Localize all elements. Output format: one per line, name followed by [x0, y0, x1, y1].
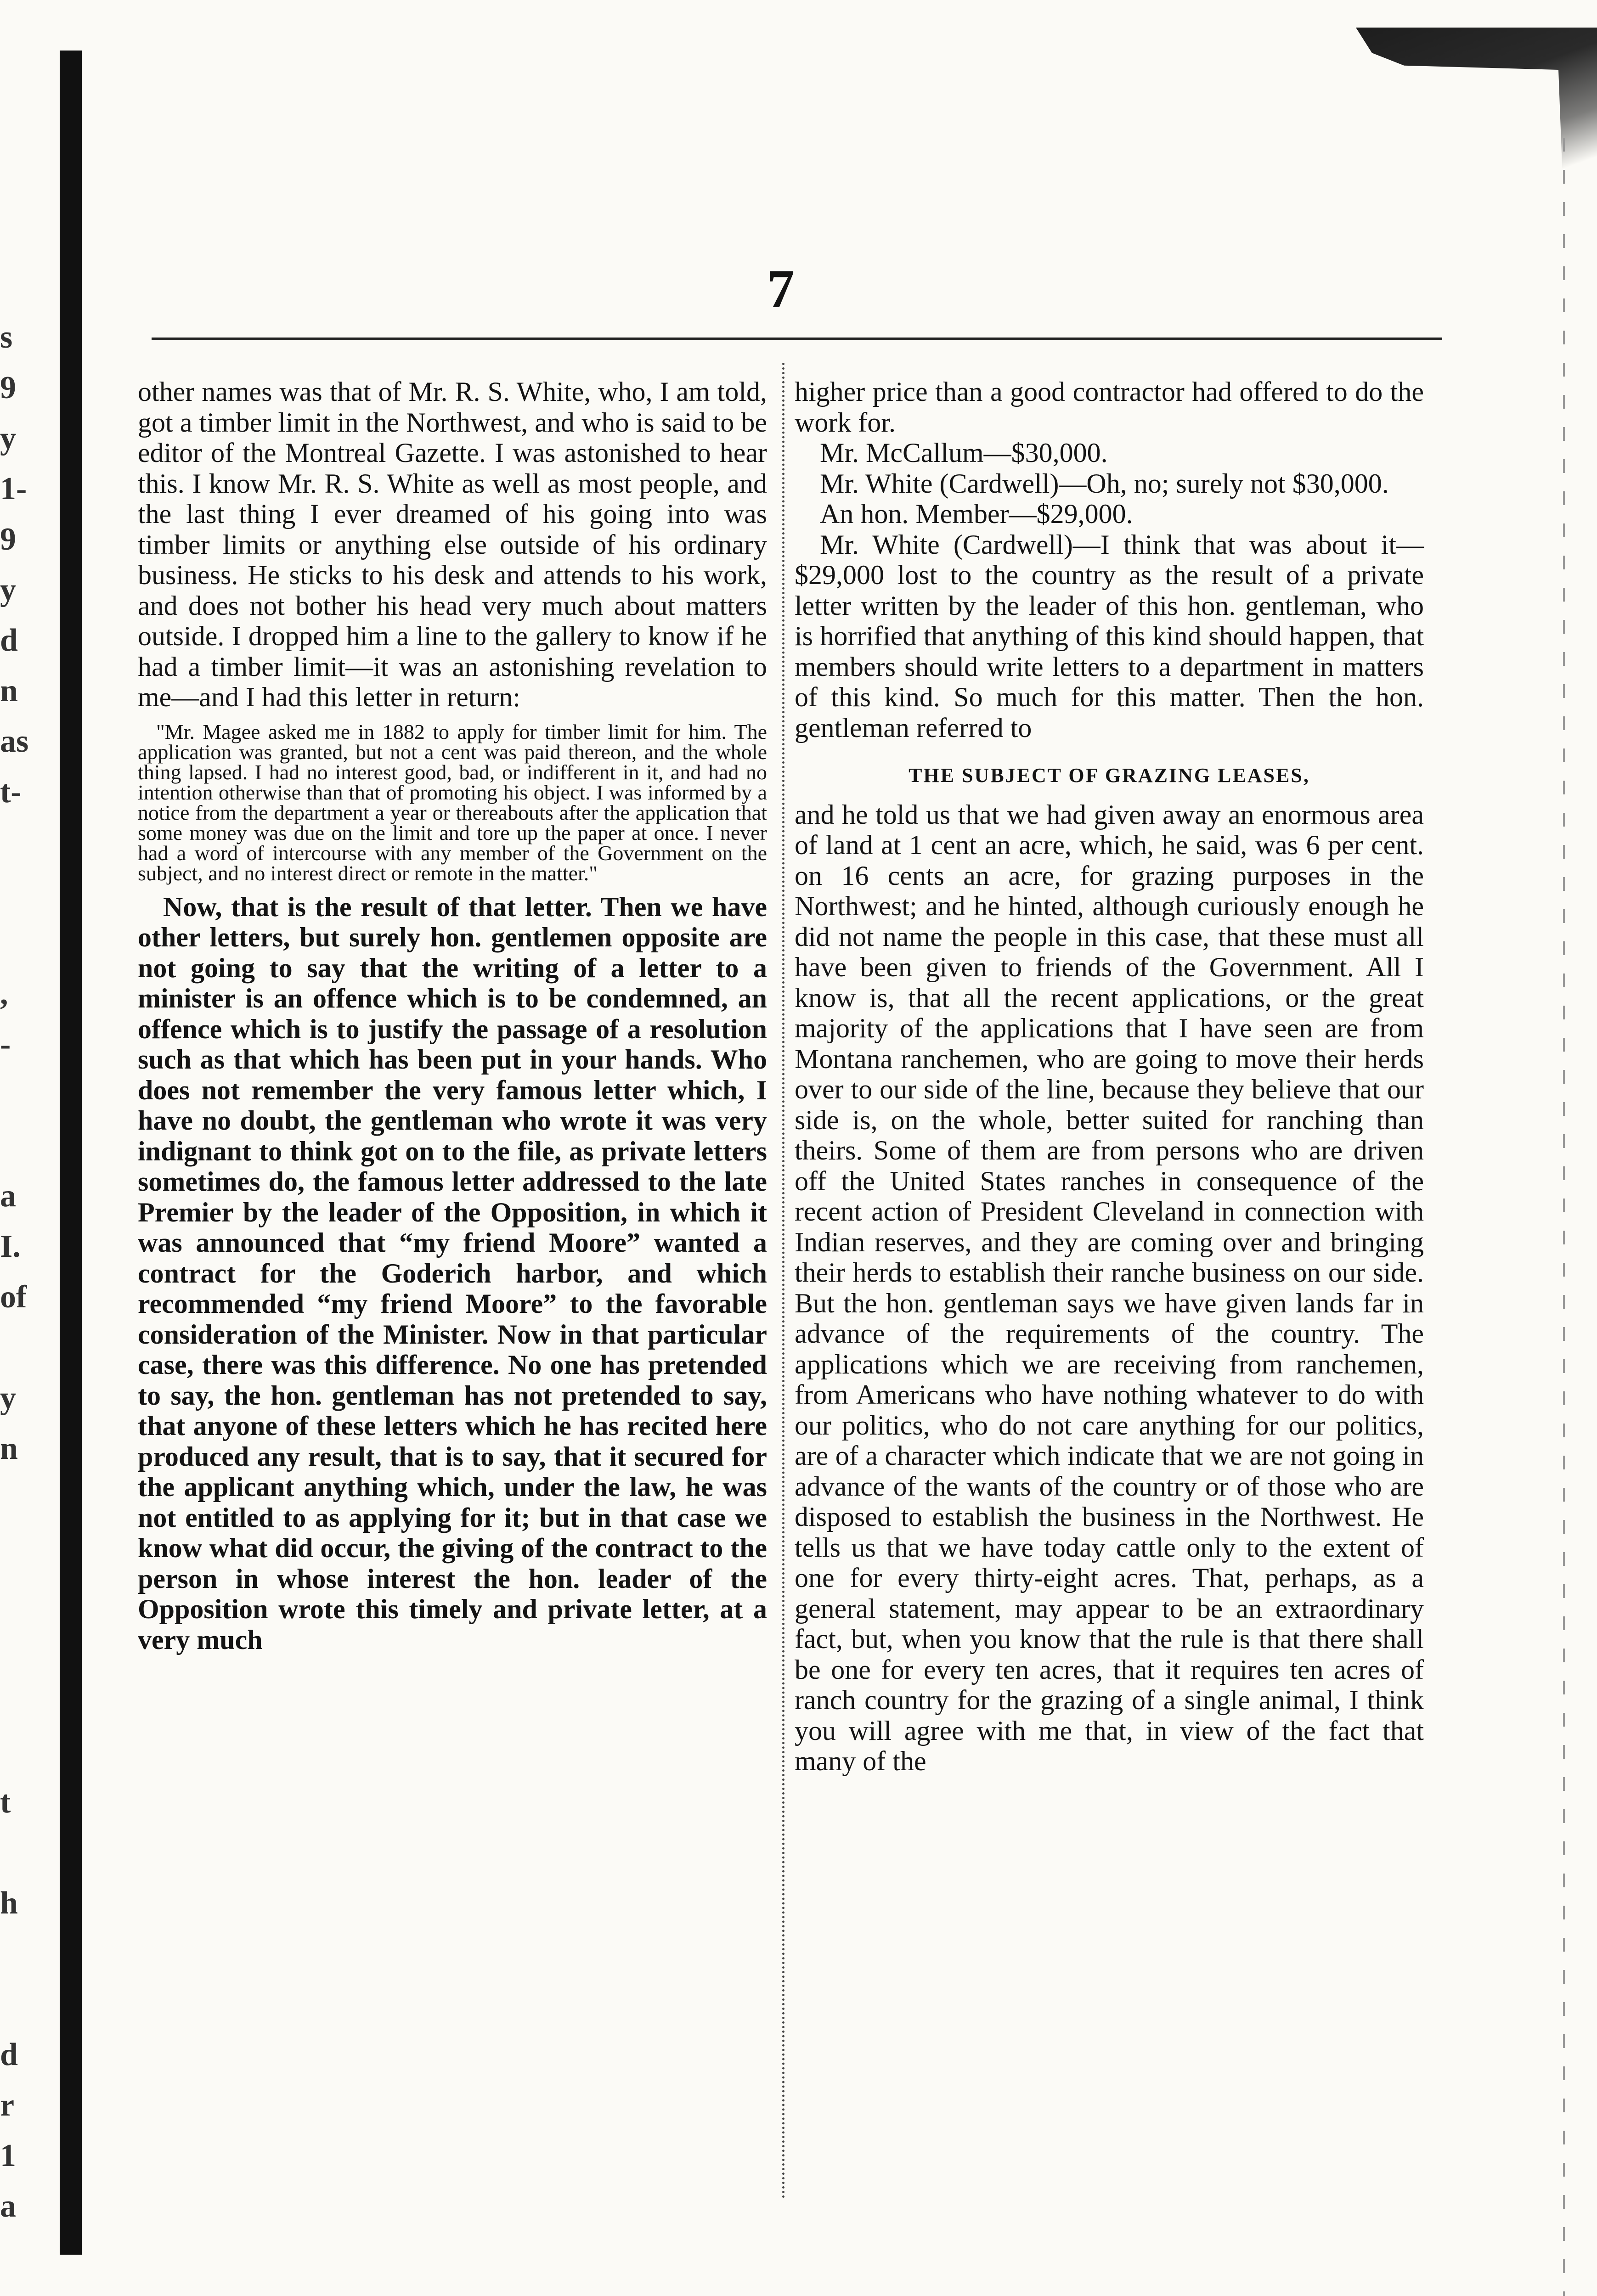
right-column: [795, 377, 1424, 1777]
page-edge: [1563, 138, 1565, 2296]
quoted-letter: "Mr. Magee asked me in 1882 to apply for timber limit for him. The application was granted, but not a cent was paid thereon, and the whole thing lapsed. I had no interest good, bad, or indifferent in it, and had no intention otherwise than that of promoting his object. I was informed by a notice from the department a year or thereabouts after the application that some money was due on the limit and tore up the paper at once. I never had a word of intercourse with any member of the Government on the subject, and no interest direct or remote in the matter.": [138, 720, 767, 885]
speaker-line: Mr. McCallum—$30,000.: [820, 438, 1108, 468]
binding-shadow: [60, 51, 82, 2255]
header-rule: [152, 338, 1442, 340]
paragraph: higher price than a good contractor had offered to do the work for.: [795, 377, 1424, 438]
scan-corner-shadow: [1275, 28, 1597, 239]
left-column: [138, 377, 767, 1655]
paragraph: and he told us that we had given away an enormous area of land at 1 cent an acre, which, he said, was 6 per cent. on 16 cents an acre, for grazing purposes in the Northwest; and he hinted, although curiously enough he did not name the people in this case, that these must all have been given to friends of the Government. All I know is, that all the recent applications, or the great majority of the applications that I have seen are from Montana ranchemen, who are going to move their herds over to our side of the line, because they believe that our side is, on the whole, better suited for ranching than theirs. Some of them are from persons who are driven off the United States ranches in consequence of the recent action of President Cleveland in connection with Indian reserves, and they are coming over and bringing their herds to establish their ranche business on our side. But the hon. gentleman says we have given lands far in advance of the requirements of the country. The applications which we are receiving from ranchemen, from Americans who have nothing whatever to do with our politics, who do not care anything for our politics, are of a character which indicate that we are not going in advance of the wants of the country or of those who are disposed to establish the business in the Northwest. He tells us that we have today cattle only to the extent of one for every thirty-eight acres. That, perhaps, as a general statement, may appear to be an extraordinary fact, but, when you know that the rule is that there shall be one for every ten acres, that it requires ten acres of ranch country for the grazing of a single animal, I think you will agree with me that, in view of the fact that many of the: [795, 799, 1424, 1776]
margin-bleed-text: s 9 y 1- 9 y d n as t- , - a I. of y n t h d r 1 a: [0, 320, 29, 2224]
speaker-line: An hon. Member—$29,000.: [820, 499, 1133, 529]
paragraph: other names was that of Mr. R. S. White, who, I am told, got a timber limit in the Northwest, and who is said to be editor of the Montreal Gazette. I was astonished to hear this. I know Mr. R. S. White as well as most people, and the last thing I ever dreamed of his going into was timber limits or anything else outside of his ordinary business. He sticks to his desk and attends to his work, and does not bother his head very much about matters outside. I dropped him a line to the gallery to know if he had a timber limit—it was an astonishing revelation to me—and I had this letter in return:: [138, 377, 767, 712]
column-divider: [782, 363, 784, 2200]
speaker-line: Mr. White (Cardwell)—Oh, no; surely not $30,000.: [820, 468, 1389, 499]
paragraph: Now, that is the result of that letter. Then we have other letters, but surely hon. gentlemen opposite are not going to say that the writing of a letter to a minister is an offence which is to be condemned, an offence which is to justify the passage of a resolution such as that which has been put in your hands. Who does not remember the very famous letter which, I have no doubt, the gentleman who wrote it was very indignant to think got on to the file, as private letters sometimes do, the famous letter addressed to the late Premier by the leader of the Opposition, in which it was announced that “my friend Moore” wanted a contract for the Goderich harbor, and which recommended “my friend Moore” to the favorable consideration of the Minister. Now in that particular case, there was this difference. No one has pretended to say, the hon. gentleman has not pretended to say, that anyone of these letters which he has recited here produced any result, that is to say, that it secured for the applicant anything which, under the law, he was not entitled to as applying for it; but in that case we know what did occur, the giving of the contract to the person in whose interest the hon. leader of the Opposition wrote this timely and private letter, at a very much: [138, 891, 767, 1655]
page-number: 7: [767, 258, 795, 319]
section-heading: THE SUBJECT OF GRAZING LEASES,: [909, 764, 1310, 787]
paragraph: Mr. White (Cardwell)—I think that was about it—$29,000 lost to the country as the result of a private letter written by the leader of this hon. gentleman, who is horrified that anything of this kind should happen, that members should write letters to a department in matters of this kind. So much for this matter. Then the hon. gentleman referred to: [795, 529, 1424, 743]
